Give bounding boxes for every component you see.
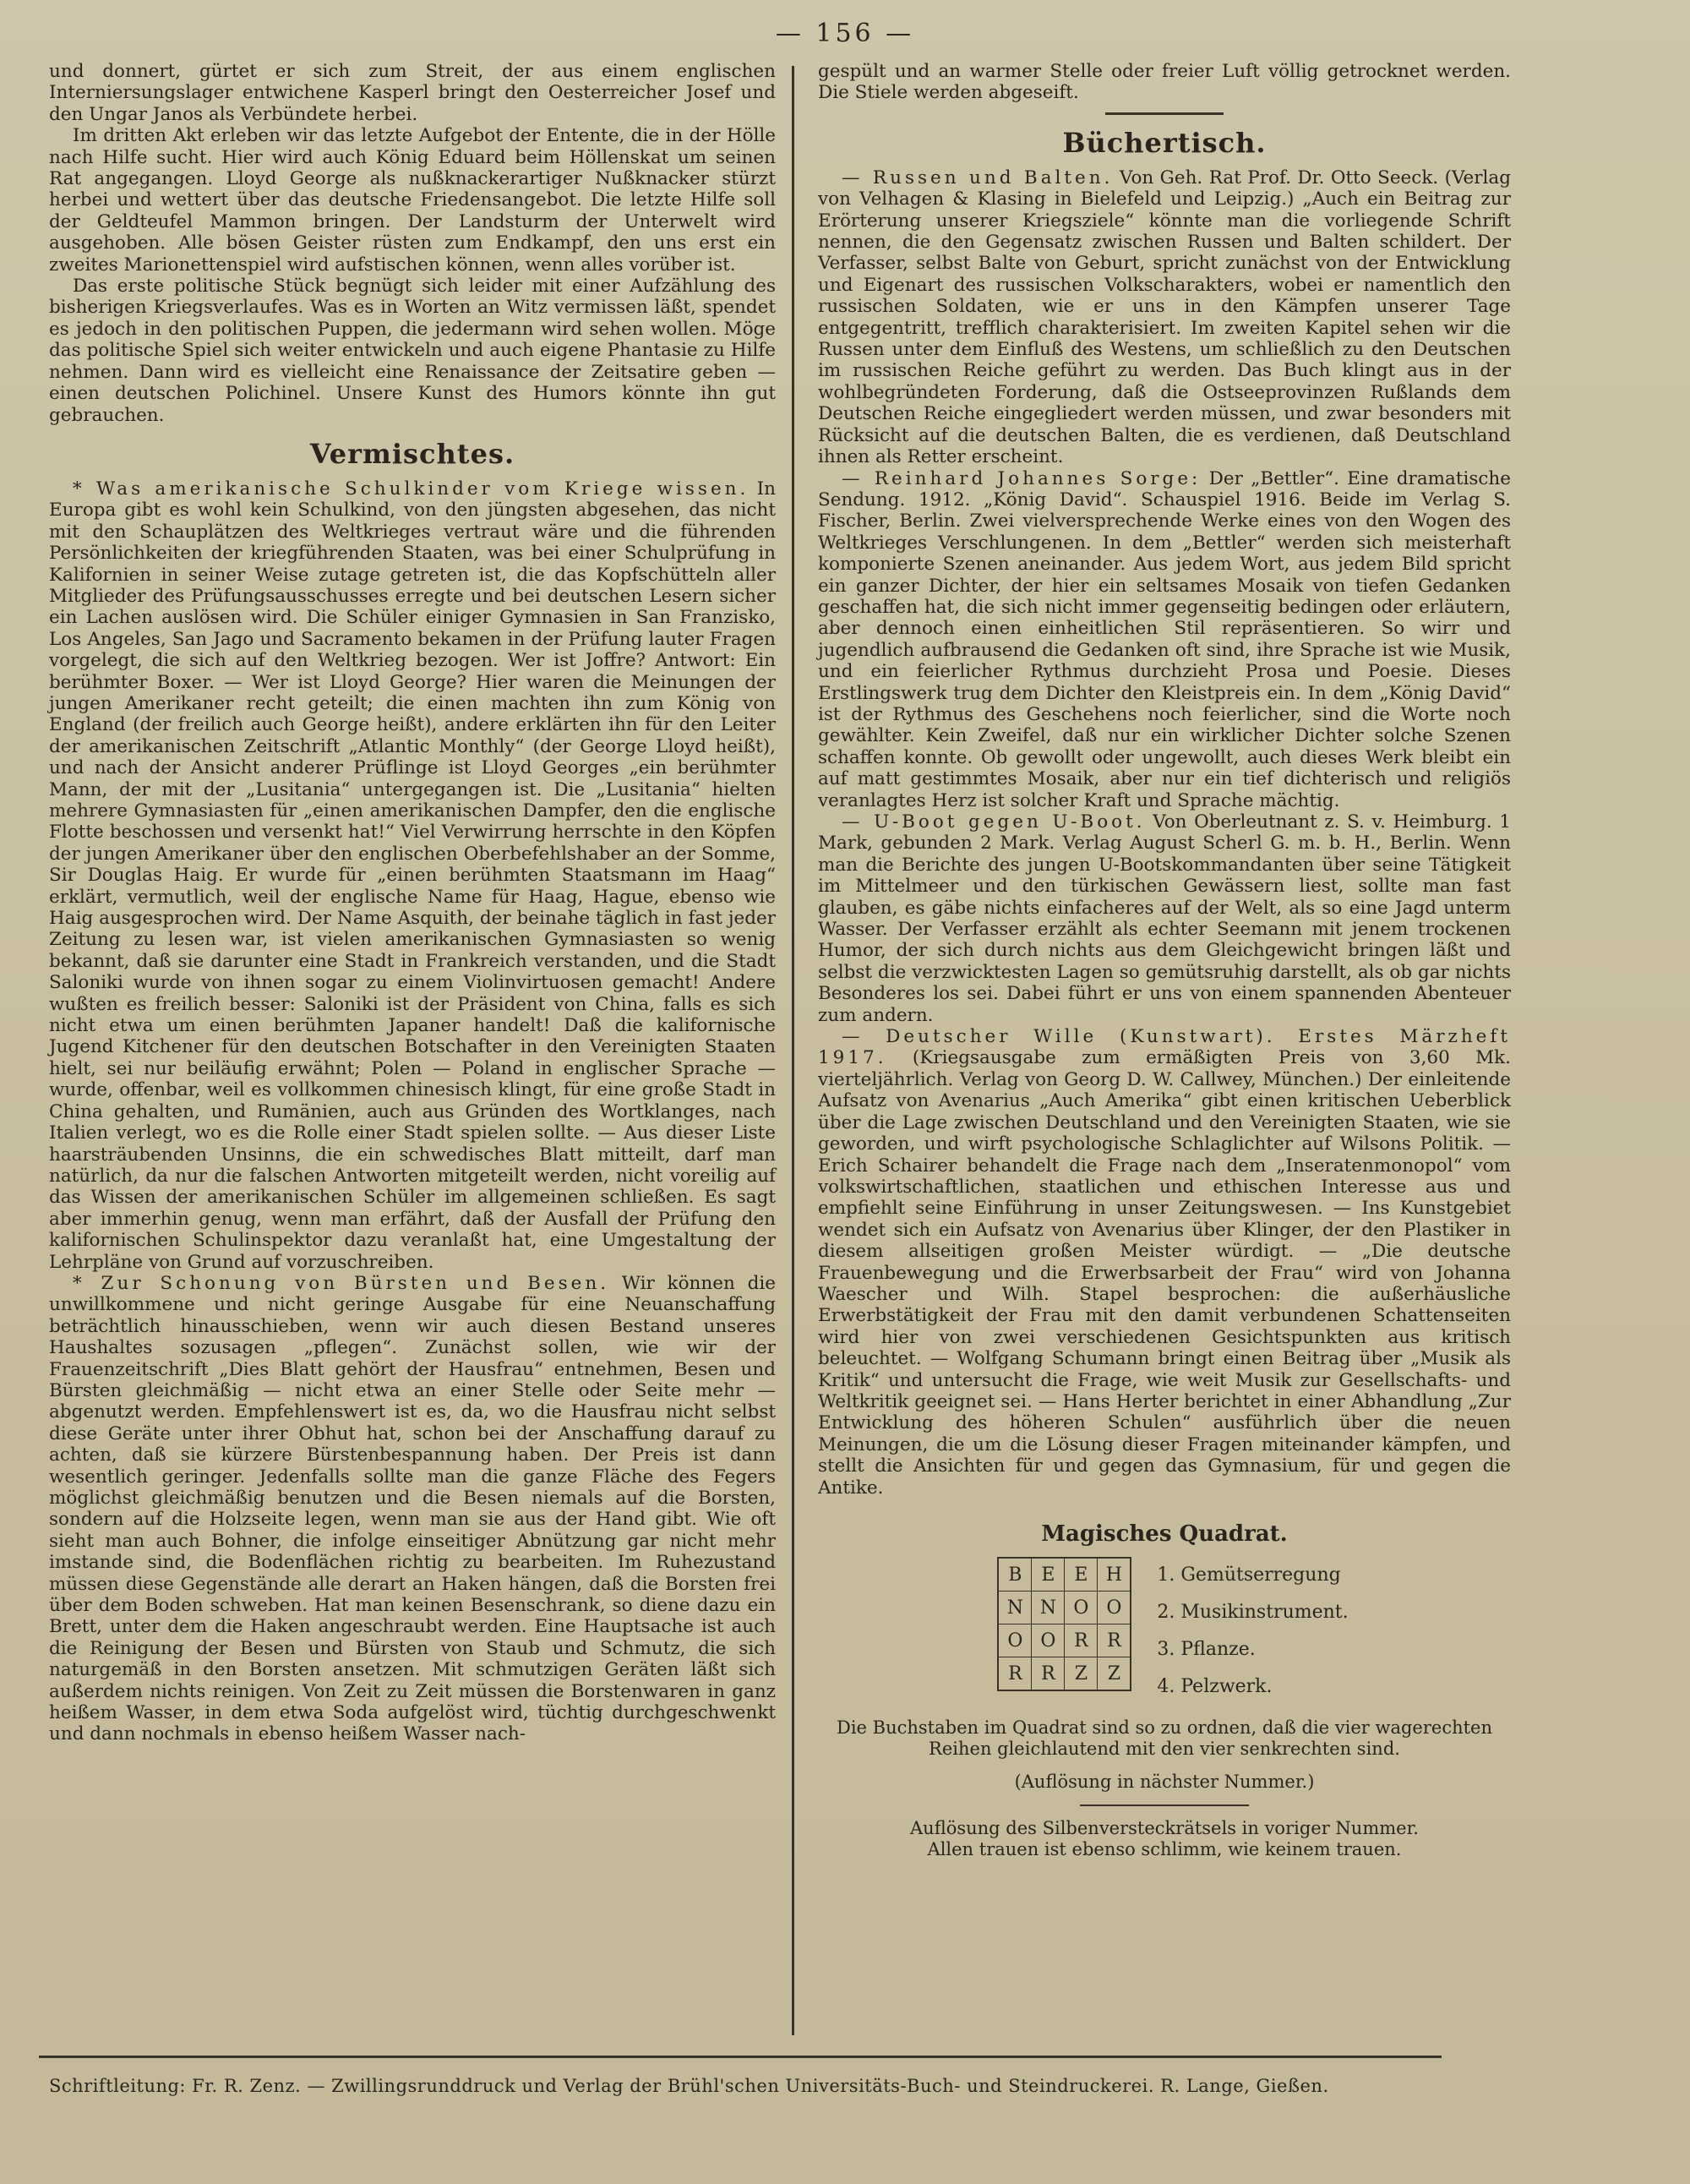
- article-schulkinder: [49, 478, 776, 1273]
- grid-cell: O: [1065, 1592, 1098, 1624]
- play-review-act3: Im dritten Akt erleben wir das letzte Aufgebot der Entente, die in der Hölle nach Hilfe sucht. Hier wird auch König Eduard beim Höllenskat um seinen Rat angegangen. Lloyd George als nußknackerartiger Nußknacker stürzt herbei und wettert über das deutsche Friedensangebot. Die letzte Hilfe soll der Geldteufel Mammon bringen. Der Landsturm der Unterwelt wird ausgehoben. Alle bösen Geister rüsten zum Endkampf, den uns erst ein zweites Marionettenspiel wird aufstischen können, wenn alles vorüber ist.: [49, 125, 776, 276]
- clue-item: 1. Gemütserregung: [1157, 1564, 1341, 1586]
- grid-cell: Z: [1065, 1657, 1098, 1691]
- grid-cell: O: [1098, 1592, 1131, 1624]
- column-divider: [792, 66, 794, 2035]
- article-buersten-continued: gespült und an warmer Stelle oder freier Luft völlig getrocknet werden. Die Stiele werden abgeseift.: [818, 61, 1511, 104]
- grid-cell: R: [1098, 1624, 1131, 1657]
- grid-cell: B: [998, 1558, 1032, 1592]
- article-buersten: [49, 1273, 776, 1745]
- grid-cell: N: [998, 1592, 1032, 1624]
- grid-cell: H: [1098, 1558, 1131, 1592]
- footer-rule: [39, 2056, 1442, 2058]
- divider: [1080, 1805, 1249, 1806]
- imprint-footer: Schriftleitung: Fr. R. Zenz. — Zwillingsrunddruck und Verlag der Brühl'schen Universitäts-Buch- und Steindruckerei. R. Lange, Gießen.: [49, 2076, 1329, 2096]
- review-sorge: [818, 468, 1511, 812]
- magic-square-heading: Magisches Quadrat.: [1041, 1521, 1288, 1547]
- review-title: — Reinhard Johannes Sorge:: [842, 467, 1202, 489]
- left-column: [49, 61, 776, 1745]
- section-heading-vermischtes: Vermischtes.: [309, 437, 515, 470]
- play-review-continued: und donnert, gürtet er sich zum Streit, der aus einem englischen Interniersungslager entwichene Kasperl bringt den Oesterreicher Josef und den Ungar Janos als Verbündete herbei.: [49, 61, 776, 125]
- section-heading-buechertisch: Büchertisch.: [1062, 126, 1267, 159]
- grid-cell: R: [1032, 1657, 1065, 1691]
- grid-cell: Z: [1098, 1657, 1131, 1691]
- clue-item: 4. Pelzwerk.: [1157, 1676, 1273, 1698]
- review-body: Der „Bettler“. Eine dramatische Sendung. 1912. „König David“. Schauspiel 1916. Beide im Verlag S. Fischer, Berlin. Zwei vielversprechende Werke eines von den Wogen des Weltkrieges Verschlungenen. In dem „Bettler“ werden sich meisterhaft komponierte Szenen aneinander. Aus jedem Wort, aus jedem Bild spricht ein ganzer Dichter, der hier ein seltsames Mosaik von tiefen Gedanken geschaffen hat, die sich nicht immer gegenseitig bedingen oder erläutern, aber dennoch einen einheitlichen Stil repräsentieren. So wirr und jugendlich aufbrausend die Gedanken oft sind, ihre Sprache ist wie Musik, und ein feierlicher Rythmus durchzieht Prosa und Poesie. Dieses Erstlingswerk trug dem Dichter den Kleistpreis ein. In dem „König David“ ist der Rythmus des Geschehens noch feierlicher, sind die Worte noch gewählter. Kein Zweifel, daß nur ein wirklicher Dichter solche Szenen schaffen konnte. Ob gewollt oder ungewollt, auch dieses Werk bleibt ein auf matt gestimmtes Mosaik, aber nur ein tief dichterisch und religiös veranlagtes Herz ist solcher Kraft und Sprache mächtig.: [818, 467, 1512, 811]
- grid-cell: E: [1032, 1558, 1065, 1592]
- review-deutscher-wille: [818, 1026, 1511, 1499]
- grid-row: [998, 1558, 1131, 1592]
- review-body: Von Oberleutnant z. S. v. Heimburg. 1 Mark, gebunden 2 Mark. Verlag August Scherl G. m. b. H., Berlin. Wenn man die Berichte des jungen U-Bootskommandanten über seine Tätigkeit im Mittelmeer und den türkischen Gewässern liest, sollte man fast glauben, es gäbe nichts einfacheres auf der Welt, als so eine Jagd unterm Wasser. Der Verfasser erzählt als echter Seemann mit jenem trockenen Humor, der sich durch nichts aus dem Gleichgewicht bringen läßt und selbst die verzwicktesten Lagen so gemütsruhig darstellt, als ob gar nichts Besonderes los sei. Dabei führt er uns von einem spannenden Abenteuer zum andern.: [818, 811, 1511, 1026]
- review-russen-balten: [818, 167, 1511, 468]
- clue-item: 2. Musikinstrument.: [1157, 1602, 1349, 1624]
- magic-square-instructions: Die Buchstaben im Quadrat sind so zu ordnen, daß die vier wagerechten Reihen gleichlautend mit den vier senkrechten sind.: [837, 1717, 1492, 1760]
- grid-cell: N: [1032, 1592, 1065, 1624]
- grid-cell: R: [998, 1657, 1032, 1691]
- play-review-conclusion: Das erste politische Stück begnügt sich leider mit einer Aufzählung des bisherigen Kriegsverlaufes. Was es in Worten an Witz vermissen läßt, spendet es jedoch in den politischen Puppen, die jedermann wird sehen wollen. Möge das politische Spiel sich weiter entwickeln und auch eigene Phantasie zu Hilfe nehmen. Dann wird es vielleicht eine Renaissance der Zeitsatire geben — einen deutschen Polichinel. Unsere Kunst des Humors könnte ihn gut gebrauchen.: [49, 276, 776, 426]
- article-title: * Was amerikanische Schulkinder vom Kriege wissen.: [73, 478, 750, 500]
- previous-solution-title: Auflösung des Silbenversteckrätsels in voriger Nummer.: [910, 1818, 1419, 1839]
- magic-square-solution-note: (Auflösung in nächster Nummer.): [1014, 1772, 1315, 1793]
- page-number: — 156 —: [775, 19, 915, 48]
- magic-square-grid: [997, 1557, 1131, 1691]
- grid-cell: O: [1032, 1624, 1065, 1657]
- grid-row: [998, 1624, 1131, 1657]
- review-title: — Deutscher Wille (Kunstwart). Erstes Märzheft 1917.: [818, 1026, 1511, 1069]
- review-title: — Russen und Balten.: [842, 167, 1114, 188]
- right-column: [818, 61, 1511, 1860]
- grid-cell: E: [1065, 1558, 1098, 1592]
- grid-row: [998, 1592, 1131, 1624]
- magic-square: [835, 1557, 1511, 1706]
- grid-cell: R: [1065, 1624, 1098, 1657]
- review-uboot: [818, 811, 1511, 1026]
- grid-row: [998, 1657, 1131, 1691]
- magic-square-clues: [1157, 1557, 1348, 1706]
- previous-solution-text: Allen trauen ist ebenso schlimm, wie keinem trauen.: [927, 1839, 1402, 1860]
- review-body: (Kriegsausgabe zum ermäßigten Preis von 3,60 Mk. vierteljährlich. Verlag von Georg D. W. Callwey, München.) Der einleitende Aufsatz von Avenarius „Auch Amerika“ gibt einen kritischen Ueberblick über die Lage zwischen Deutschland und den Vereinigten Staaten, wie sie geworden, und wirft psychologische Schlaglichter auf Wilsons Politik. — Erich Schairer behandelt die Frage nach dem „Inseratenmonopol“ vom volkswirtschaftlichen, staatlichen und ethischen Interesse aus und empfiehlt seine Einführung in unser Zeitungswesen. — Ins Kunstgebiet wendet sich ein Aufsatz von Avenarius über Klinger, der den Plastiker in diesem allseitigen großen Meister würdigt. — „Die deutsche Frauenbewegung und die Erwerbsarbeit der Frau“ wird von Johanna Waescher und Wilh. Stapel besprochen: die außerhäusliche Erwerbstätigkeit der Frau mit den damit verbundenen Schattenseiten wird hier von zwei verschiedenen Gesichtspunkten aus kritisch beleuchtet. — Wolfgang Schumann bringt einen Beitrag über „Musik als Kritik“ und untersucht die Frage, wie weit Musik zur Gesellschafts- und Weltkritik geeignet sei. — Hans Herter berichtet in einer Abhandlung „Zur Entwicklung des höheren Schulen“ ausführlich über die neuen Meinungen, die um die Lösung dieser Fragen miteinander kämpfen, und stellt die Ansichten für und gegen das Gymnasium, für und gegen die Antike.: [818, 1047, 1511, 1499]
- review-body: Von Geh. Rat Prof. Dr. Otto Seeck. (Verlag von Velhagen & Klasing in Bielefeld und Leipzig.) „Auch ein Beitrag zur Erörterung unserer Kriegsziele“ könnte man die vorliegende Schrift nennen, die den Gegensatz zwischen Russen und Balten schildert. Der Verfasser, selbst Balte von Geburt, spricht zunächst von der Entwicklung und Eigenart des russischen Volkscharakters, wobei er namentlich den russischen Soldaten, wie er uns in den Kämpfen unserer Tage entgegentritt, trefflich charakterisiert. Im zweiten Kapitel sehen wir die Russen unter dem Einfluß des Westens, um schließlich zu den Deutschen im russischen Reiche geführt zu werden. Das Buch klingt aus in der wohlbegründeten Forderung, daß die Ostseeprovinzen Rußlands dem Deutschen Reiche eingegliedert werden müssen, und zwar besonders mit Rücksicht auf die deutschen Balten, die es verdienen, daß Deutschland ihnen als Retter erscheint.: [818, 167, 1512, 468]
- section-divider: [1105, 112, 1224, 115]
- clue-item: 3. Pflanze.: [1157, 1639, 1256, 1661]
- grid-cell: O: [998, 1624, 1032, 1657]
- review-title: — U-Boot gegen U-Boot.: [842, 811, 1146, 833]
- article-body: Wir können die unwillkommene und nicht geringe Ausgabe für eine Neuanschaffung beträchtlich hinausschieben, wenn wir auch diesen Bestand unseres Haushaltes sozusagen „pflegen“. Zunächst sollen, wie wir der Frauenzeitschrift „Dies Blatt gehört der Hausfrau“ entnehmen, Besen und Bürsten gleichmäßig — nicht etwa an einer Stelle oder Seite mehr — abgenutzt werden. Empfehlenswert ist es, da, wo die Hausfrau nicht selbst diese Geräte unter ihrer Obhut hat, schon bei der Anschaffung darauf zu achten, daß sie kürzere Bürstenbespannung haben. Der Preis ist dann wesentlich geringer. Jedenfalls sollte man die ganze Fläche des Fegers möglichst gleichmäßig benutzen und die Besen niemals auf die Borsten, sondern auf die Holzseite legen, wenn man sie aus der Hand gibt. Wie oft sieht man auch Bohner, die infolge einseitiger Abnützung gar nicht mehr imstande sind, die Bodenflächen richtig zu bearbeiten. Im Ruhezustand müssen diese Gegenstände alle derart an Haken hängen, daß die Borsten frei über dem Boden schweben. Hat man keinen Besenschrank, so diene dazu ein Brett, unter dem die Haken angeschraubt werden. Eine Hauptsache ist auch die Reinigung der Besen und Bürsten von Staub und Schmutz, die sich naturgemäß in den Borsten ansetzen. Mit schmutzigen Geräten läßt sich außerdem nichts reinigen. Von Zeit zu Zeit müssen die Borstenwaren in ganz heißem Wasser, in dem etwa Soda aufgelöst wird, tüchtig durchgeschwenkt und dann nochmals in ebenso heißem Wasser nach-: [49, 1272, 776, 1745]
- article-body: In Europa gibt es wohl kein Schulkind, von den jüngsten abgesehen, das nicht mit den Schauplätzen des Weltkrieges vertraut wäre und die führenden Persönlichkeiten der kriegführenden Staaten, was bei einer Schulprüfung in Kalifornien in seiner Weise zutage getreten ist, die das Kopfschütteln aller Mitglieder des Prüfungsausschusses erregte und bei deutschen Lesern sicher ein Lachen auslösen wird. Die Schüler einiger Gymnasien in San Franzisko, Los Angeles, San Jago und Sacramento bekamen in der Prüfung lauter Fragen vorgelegt, die sich auf den Weltkrieg bezogen. Wer ist Joffre? Antwort: Ein berühmter Boxer. — Wer ist Lloyd George? Hier waren die Meinungen der jungen Amerikaner recht geteilt; die einen machten ihn zum König von England (der freilich auch George heißt), andere erklärten ihn für den Leiter der amerikanischen Zeitschrift „Atlantic Monthly“ (der George Lloyd heißt), und nach der Ansicht anderer Prüflinge ist Lloyd Georges „ein berühmter Mann, der mit der „Lusitania“ untergegangen ist. Die „Lusitania“ hielten mehrere Gymnasiasten für „einen amerikanischen Dampfer, den die englische Flotte beschossen und versenkt hat!“ Viel Verwirrung herrschte in den Köpfen der jungen Amerikaner über den englischen Oberbefehlshaber an der Somme, Sir Douglas Haig. Er wurde für „einen berühmten Staatsmann im Haag“ erklärt, vermutlich, weil der englische Name für Haag, Hague, ebenso wie Haig ausgesprochen wird. Der Name Asquith, der beinahe täglich in fast jeder Zeitung zu lesen war, ist vielen amerikanischen Gymnasiasten so wenig bekannt, daß sie darunter eine Stadt in Frankreich verstanden, und die Stadt Saloniki wurde von ihnen sogar zu einem Violinvirtuosen gemacht! Andere wußten es freilich besser: Saloniki ist der Präsident von China, falls es sich nicht etwa um einen berühmten Japaner handelt! Daß die kalifornische Jugend Kitchener für den deutschen Botschafter in den Vereinigten Staaten hielt, sei nur beiläufig erwähnt; Polen — Poland in englischer Sprache — wurde, offenbar, weil es vollkommen chinesisch klingt, für eine große Stadt in China gehalten, und Rumänien, auch aus Gründen des Wortklanges, nach Italien verlegt, wo es die Rolle einer Stadt spielen sollte. — Aus dieser Liste haarsträubenden Unsinns, die ein schwedisches Blatt mitteilt, darf man natürlich, da nur die falschen Antworten mitgeteilt werden, nicht voreilig auf das Wissen der amerikanischen Schüler im allgemeinen schließen. Es sagt aber immerhin genug, wenn man erfährt, daß der Ausfall der Prüfung den kalifornischen Schulinspektor dazu veranlaßt hat, eine Umgestaltung der Lehrpläne von Grund auf vorzuschreiben.: [49, 478, 776, 1273]
- article-title: * Zur Schonung von Bürsten und Besen.: [73, 1272, 610, 1294]
